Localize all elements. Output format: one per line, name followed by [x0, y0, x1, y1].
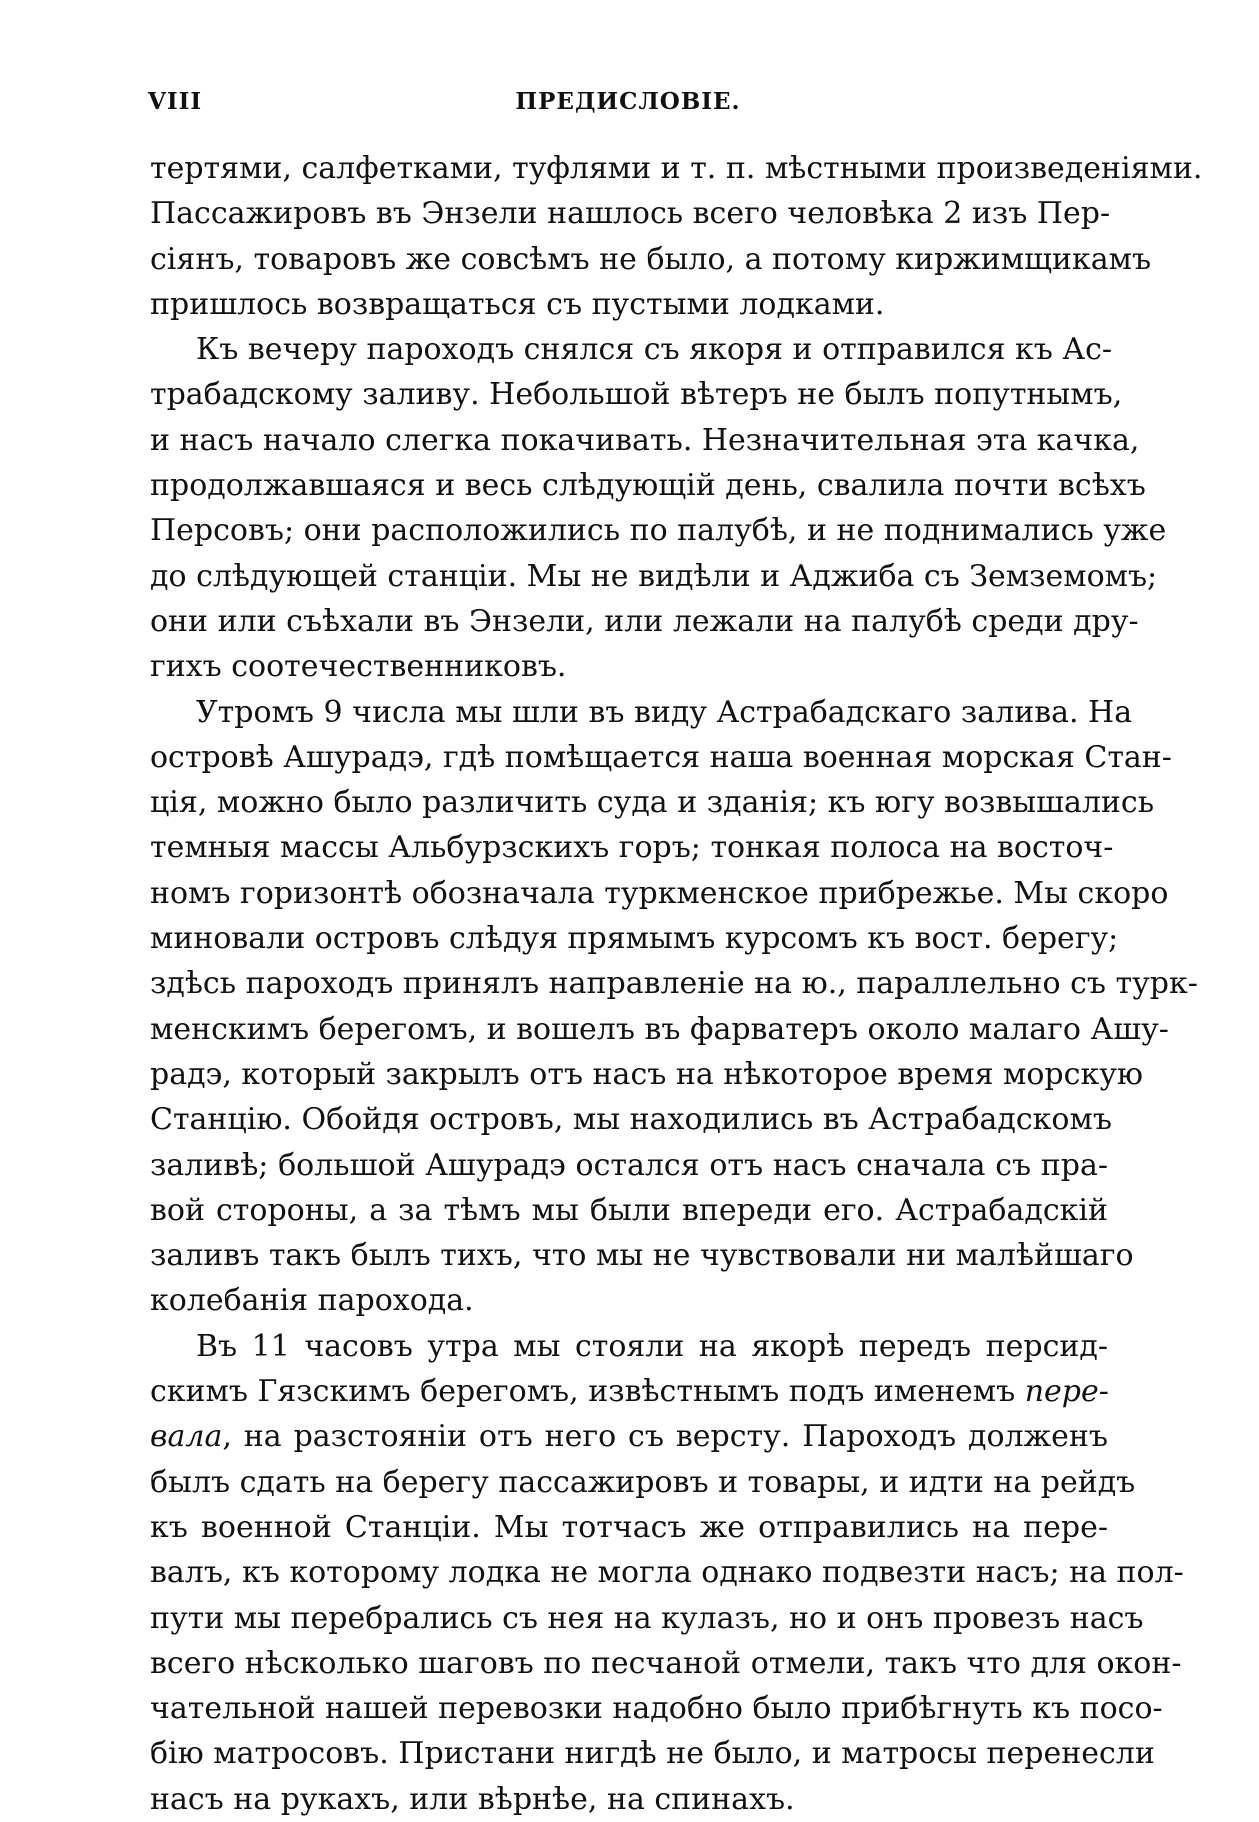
- text-line: пути мы перебрались съ нея на кулазъ, но и онъ провезъ насъ: [150, 1600, 1144, 1636]
- text-line: Утромъ 9 числа мы шли въ виду Астрабадскаго залива. На: [196, 694, 1133, 730]
- text-line: островѣ Ашурадэ, гдѣ помѣщается наша военная морская Стан-: [150, 739, 1172, 775]
- text-line: чательной нашей перевозки надобно было прибѣгнуть къ посо-: [150, 1691, 1163, 1727]
- text-line: Въ 11 часовъ утра мы стояли на якорѣ передъ персид-: [196, 1328, 1108, 1364]
- text-line: къ военной Станціи. Мы тотчасъ же отправились на пере-: [150, 1509, 1108, 1545]
- page-number: VIII: [148, 88, 203, 115]
- running-title: ПРЕДИСЛОВІЕ.: [515, 88, 741, 115]
- text-line: темныя массы Альбурзскихъ горъ; тонкая полоса на восточ-: [150, 830, 1114, 866]
- text-line: здѣсь пароходъ принялъ направленіе на ю., параллельно съ турк-: [150, 966, 1198, 1002]
- text-line: продолжавшаяся и весь слѣдующій день, свалила почти всѣхъ: [150, 468, 1146, 504]
- body-text: [150, 146, 1203, 1822]
- text-line: [150, 1369, 1108, 1414]
- italic-term: вала: [150, 1419, 223, 1455]
- text-line: вой стороны, а за тѣмъ мы были впереди его. Астрабадскій: [150, 1192, 1108, 1228]
- text-line: Персовъ; они расположились по палубѣ, и не поднимались уже: [150, 513, 1167, 549]
- text-line: колебанія парохода.: [150, 1283, 474, 1319]
- text-fragment: скимъ Гязскимъ берегомъ, извѣстнымъ подъ именемъ: [150, 1374, 1016, 1410]
- text-line: заливъ такъ былъ тихъ, что мы не чувствовали ни малѣйшаго: [150, 1238, 1134, 1274]
- text-line: тертями, салфетками, туфлями и т. п. мѣстными произведеніями.: [150, 151, 1203, 186]
- text-line: Пассажировъ въ Энзели нашлось всего человѣка 2 изъ Пер-: [150, 196, 1111, 232]
- text-line: трабадскому заливу. Небольшой вѣтеръ не былъ попутнымъ,: [150, 377, 1123, 413]
- text-line: миновали островъ слѣдуя прямымъ курсомъ къ вост. берегу;: [150, 921, 1119, 957]
- italic-term: пере-: [1024, 1374, 1109, 1410]
- text-line: сіянъ, товаровъ же совсѣмъ не было, а потому киржимщикамъ: [150, 241, 1152, 277]
- text-line: насъ на рукахъ, или вѣрнѣе, на спинахъ.: [150, 1781, 795, 1817]
- text-line: ція, можно было различить суда и зданія; къ югу возвышались: [150, 785, 1155, 821]
- text-line: пришлось возвращаться съ пустыми лодками.: [150, 286, 885, 322]
- text-line: Станцію. Обойдя островъ, мы находились въ Астрабадскомъ: [150, 1102, 1112, 1138]
- text-fragment: , на разстояніи отъ него съ версту. Пароходъ долженъ: [222, 1419, 1108, 1455]
- text-line: валъ, къ которому лодка не могла однако подвезти насъ; на пол-: [150, 1555, 1184, 1591]
- running-head: [148, 88, 1108, 122]
- text-line: они или съѣхали въ Энзели, или лежали на палубѣ среди дру-: [150, 603, 1139, 639]
- text-line: бію матросовъ. Пристани нигдѣ не было, и матросы перенесли: [150, 1736, 1155, 1772]
- text-line: [150, 1414, 1108, 1459]
- text-line: былъ сдать на берегу пассажировъ и товары, и идти на рейдъ: [150, 1464, 1136, 1500]
- text-line: номъ горизонтѣ обозначала туркменское прибрежье. Мы скоро: [150, 875, 1169, 911]
- text-line: до слѣдующей станціи. Мы не видѣли и Аджиба съ Земземомъ;: [150, 558, 1158, 594]
- text-line: Къ вечеру пароходъ снялся съ якоря и отправился къ Ас-: [196, 332, 1113, 368]
- text-line: заливѣ; большой Ашурадэ остался отъ насъ сначала съ пра-: [150, 1147, 1108, 1183]
- text-line: менскимъ берегомъ, и вошелъ въ фарватеръ около малаго Ашу-: [150, 1011, 1169, 1047]
- text-line: и насъ начало слегка покачивать. Незначительная эта качка,: [150, 422, 1140, 458]
- text-line: гихъ соотечественниковъ.: [150, 649, 567, 685]
- text-line: всего нѣсколько шаговъ по песчаной отмели, такъ что для окон-: [150, 1645, 1182, 1681]
- text-line: радэ, который закрылъ отъ насъ на нѣкоторое время морскую: [150, 1056, 1143, 1092]
